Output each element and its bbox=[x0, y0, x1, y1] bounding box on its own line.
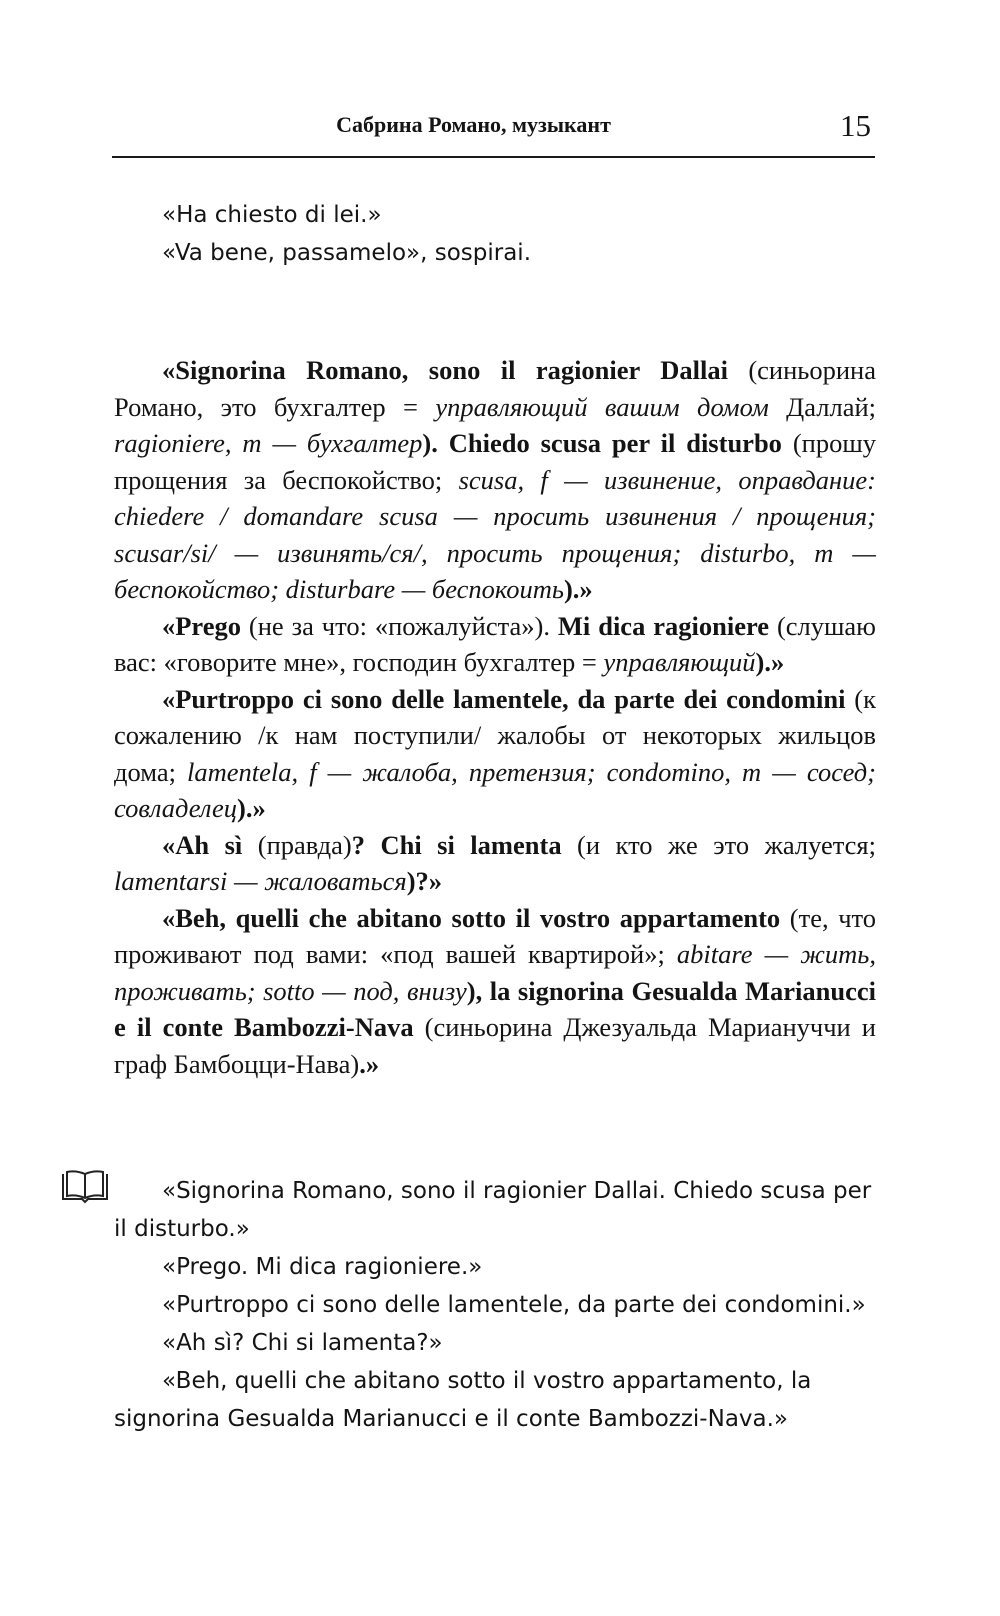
closing-punct: ).» bbox=[237, 793, 266, 823]
intro-line: «Ha chiesto di lei.» bbox=[162, 202, 382, 228]
header-rule bbox=[112, 156, 875, 158]
translation: (правда) bbox=[242, 829, 352, 860]
reading-line: «Prego. Mi dica ragioniere.» bbox=[162, 1254, 483, 1280]
closing-punct: ), bbox=[466, 975, 490, 1006]
annotated-paragraph bbox=[114, 900, 876, 1083]
gloss: lamentela, f — жалоба, претензия; condomino, m — сосед; совладелец bbox=[114, 756, 876, 823]
running-header bbox=[112, 100, 875, 158]
italian-phrase: «Prego bbox=[162, 610, 241, 641]
gloss: scusa, f — извинение, оправдание: chiedere / domandare scusa — просить извинения / прощения; scusar/si/ — извинять/ся/, просить прощения; disturbo, m — беспокойство; disturbare — беспокоить bbox=[114, 464, 876, 604]
page-number: 15 bbox=[840, 108, 871, 143]
translation-italic: управляющий вашим домом bbox=[435, 391, 769, 422]
translation: (прошу прощения за беспокойство; bbox=[114, 428, 876, 495]
translation: (те, что проживают под вами: «под вашей квартирой»; bbox=[114, 902, 876, 969]
closing-punct: .» bbox=[359, 1048, 380, 1079]
annotated-paragraph bbox=[114, 608, 876, 681]
translation: (слушаю вас: «говорите мне», господин бухгалтер = bbox=[114, 610, 876, 677]
intro-line: «Va bene, passamelo», sospirai. bbox=[162, 240, 532, 266]
gloss: ragioniere, m — бухгалтер bbox=[114, 428, 423, 458]
translation: (к сожалению /к нам поступили/ жалобы от некоторых жильцов дома; bbox=[114, 683, 876, 787]
italian-phrase: «Purtroppo ci sono delle lamentele, da parte dei condomini bbox=[162, 683, 846, 714]
running-header-title: Сабрина Романо, музыкант bbox=[336, 112, 611, 137]
translation: Даллай; bbox=[768, 391, 876, 422]
open-book-icon bbox=[60, 1170, 110, 1204]
closing-punct: ). bbox=[422, 428, 449, 458]
italian-phrase: «Signorina Romano, sono il ragionier Dallai bbox=[162, 355, 728, 385]
closing-punct: ).» bbox=[563, 574, 593, 604]
intro-dialogue bbox=[114, 196, 874, 272]
translation: (синьорина Джезуальда Мариануччи и граф Бамбоцци-Нава) bbox=[114, 1012, 876, 1079]
gloss: abitare — жить, проживать; sotto — под, внизу bbox=[114, 939, 876, 1006]
reading-line: «Ah sì? Chi si lamenta?» bbox=[162, 1330, 443, 1356]
closing-punct: ).» bbox=[755, 647, 785, 677]
gloss: управляющий bbox=[603, 647, 756, 677]
annotated-paragraph bbox=[114, 681, 876, 827]
italian-phrase: «Ah sì bbox=[162, 829, 243, 860]
annotated-text bbox=[114, 352, 876, 1082]
reading-text bbox=[114, 1172, 876, 1438]
translation: (синьорина Романо, это бухгалтер = bbox=[114, 355, 876, 422]
reading-line: «Purtroppo ci sono delle lamentele, da parte dei condomini.» bbox=[162, 1292, 866, 1318]
italian-phrase: Chi si lamenta bbox=[380, 829, 562, 860]
italian-phrase: Chiedo scusa per il disturbo bbox=[448, 428, 782, 458]
italian-phrase: la signorina Gesualda Marianucci e il conte Bambozzi-Nava bbox=[114, 975, 876, 1042]
annotated-paragraph bbox=[114, 352, 876, 608]
italian-phrase: «Beh, quelli che abitano sotto il vostro appartamento bbox=[162, 902, 781, 933]
question-mark: ? bbox=[351, 829, 381, 860]
italian-phrase: Mi dica ragioniere bbox=[557, 610, 770, 641]
translation: (не за что: «пожалуйста»). bbox=[240, 610, 558, 641]
reading-line: «Signorina Romano, sono il ragionier Dallai. Chiedo scusa per il disturbo.» bbox=[114, 1178, 872, 1242]
translation: (и кто же это жалуется; bbox=[561, 829, 876, 860]
reading-line: «Beh, quelli che abitano sotto il vostro appartamento, la signorina Gesualda Marianucci e il conte Bambozzi-Nava.» bbox=[114, 1368, 812, 1432]
closing-punct: )?» bbox=[406, 866, 443, 896]
gloss: lamentarsi — жаловаться bbox=[114, 866, 407, 896]
annotated-paragraph bbox=[114, 827, 876, 900]
